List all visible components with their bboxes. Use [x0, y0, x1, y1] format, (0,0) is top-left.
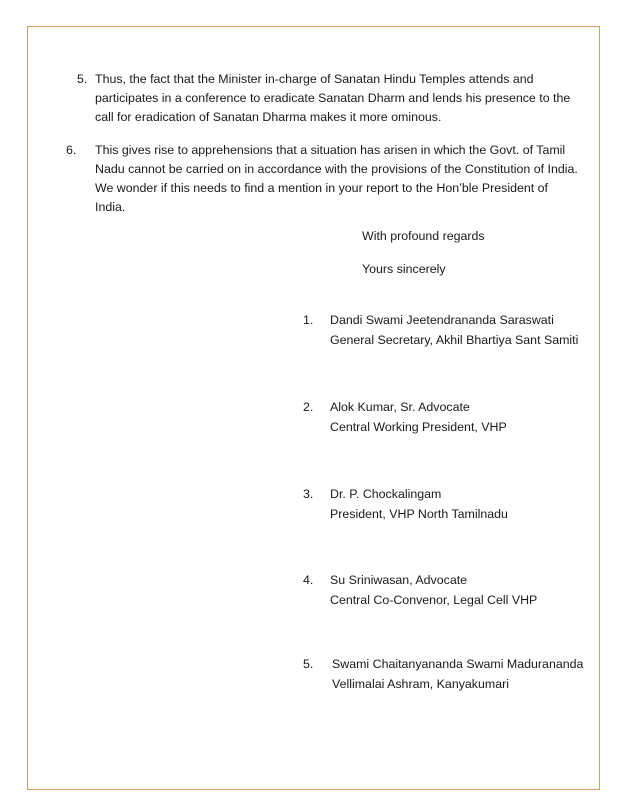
signatory-title: Vellimalai Ashram, Kanyakumari — [332, 677, 509, 691]
signatory-number: 3. — [303, 487, 314, 501]
signatory-name: Swami Chaitanyananda Swami Madurananda — [332, 657, 584, 671]
signatory-title: General Secretary, Akhil Bhartiya Sant Samiti — [330, 333, 579, 347]
closing-regards: With profound regards — [362, 229, 485, 243]
signatory-number: 2. — [303, 400, 314, 414]
paragraph-number: 6. — [66, 143, 77, 157]
signatory-number: 4. — [303, 573, 314, 587]
closing-sincerely: Yours sincerely — [362, 262, 446, 276]
paragraph-number: 5. — [77, 72, 88, 86]
signatory-name: Su Sriniwasan, Advocate — [330, 573, 468, 587]
paragraph-text: Thus, the fact that the Minister in-charge of Sanatan Hindu Temples attends and participates in a conference to eradicate Sanatan Dharm and lends his presence to the call for eradication of Sanatan Dharma makes it more ominous. — [95, 72, 571, 124]
signatory-number: 1. — [303, 313, 314, 327]
signatory-number: 5. — [303, 657, 314, 671]
paragraph-text: This gives rise to apprehensions that a situation has arisen in which the Govt. of Tamil Nadu cannot be carried on in accordance with the provisions of the Constitution of India. We wonder if this needs to find a mention in your report to the Hon’ble President of India. — [95, 143, 578, 214]
signatory-title: Central Working President, VHP — [330, 420, 507, 434]
signatory-title: President, VHP North Tamilnadu — [330, 507, 508, 521]
signatory-name: Alok Kumar, Sr. Advocate — [330, 400, 470, 414]
signatory-name: Dr. P. Chockalingam — [330, 487, 442, 501]
signatory-title: Central Co-Convenor, Legal Cell VHP — [330, 593, 538, 607]
paragraph-5 — [77, 70, 577, 127]
paragraph-6 — [66, 141, 578, 217]
signatory-name: Dandi Swami Jeetendrananda Saraswati — [330, 313, 554, 327]
